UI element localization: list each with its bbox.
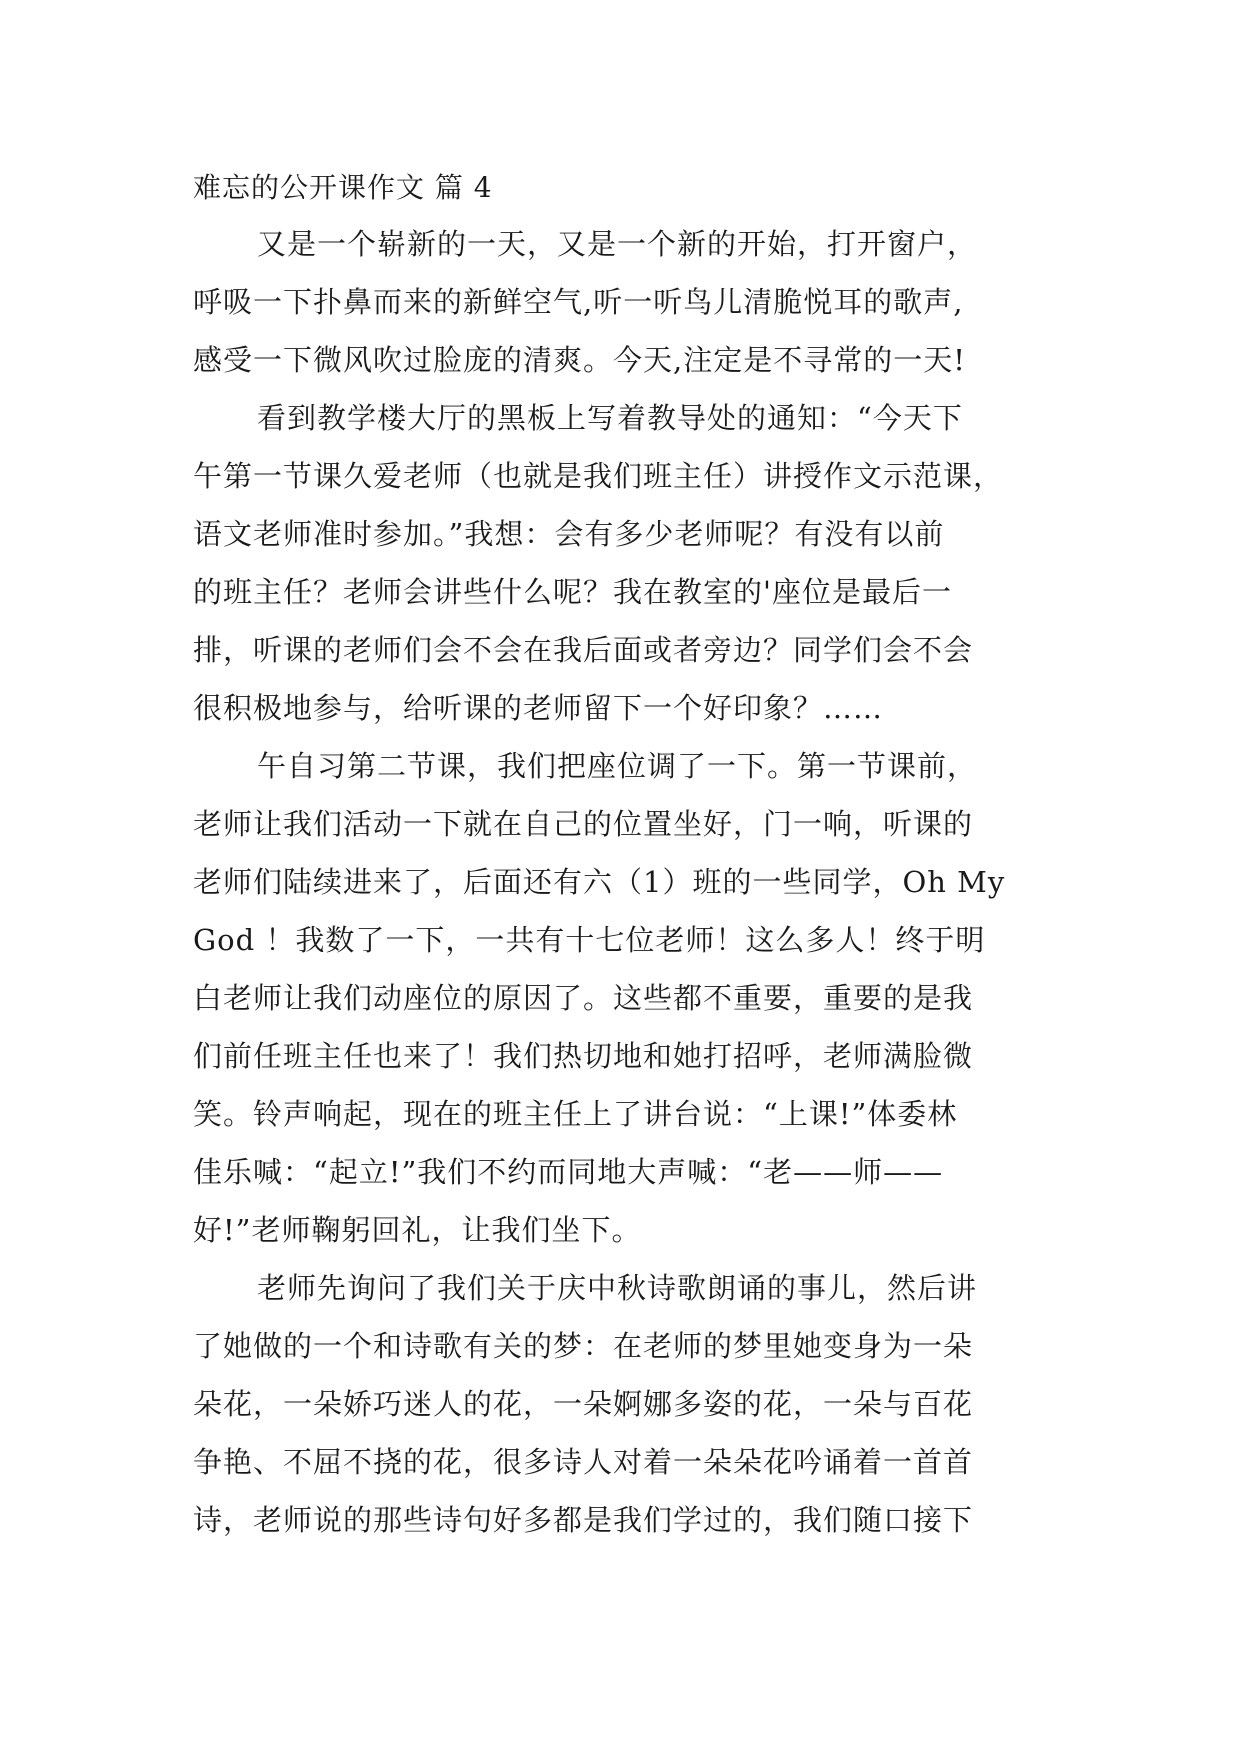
- text-line: 的班主任？老师会讲些什么呢？我在教室的'座位是最后一: [193, 575, 952, 609]
- text-line: 午自习第二节课，我们把座位调了一下。第一节课前，: [257, 749, 978, 783]
- text-line: 争艳、不屈不挠的花，很多诗人对着一朵朵花吟诵着一首首: [193, 1445, 974, 1479]
- text-line: God ！我数了一下，一共有十七位老师！这么多人！终于明: [193, 923, 986, 957]
- text-line: 笑。铃声响起，现在的班主任上了讲台说：“上课!”体委林: [193, 1097, 958, 1131]
- text-line: 老师让我们活动一下就在自己的位置坐好，门一响，听课的: [193, 807, 974, 841]
- text-line: 老师先询问了我们关于庆中秋诗歌朗诵的事儿，然后讲: [257, 1271, 978, 1305]
- text-line: 白老师让我们动座位的原因了。这些都不重要，重要的是我: [193, 981, 974, 1015]
- text-line: 很积极地参与，给听课的老师留下一个好印象？……: [193, 691, 884, 725]
- text-line: 又是一个崭新的一天，又是一个新的开始，打开窗户，: [257, 227, 978, 261]
- text-line: 佳乐喊：“起立!”我们不约而同地大声喊：“老——师——: [193, 1155, 944, 1189]
- text-line: 语文老师准时参加。”我想：会有多少老师呢？有没有以前: [193, 517, 945, 551]
- text-line: 朵花，一朵娇巧迷人的花，一朵婀娜多姿的花，一朵与百花: [193, 1387, 974, 1421]
- document-title: 难忘的公开课作文 篇 4: [193, 171, 493, 204]
- text-line: 们前任班主任也来了！我们热切地和她打招呼，老师满脸微: [193, 1039, 974, 1073]
- text-line: 了她做的一个和诗歌有关的梦：在老师的梦里她变身为一朵: [193, 1329, 974, 1363]
- text-line: 老师们陆续进来了，后面还有六（1）班的一些同学，Oh My: [193, 865, 1006, 899]
- text-line: 感受一下微风吹过脸庞的清爽。今天,注定是不寻常的一天!: [193, 343, 966, 377]
- text-line: 午第一节课久爱老师（也就是我们班主任）讲授作文示范课，: [193, 459, 1004, 493]
- text-line: 呼吸一下扑鼻而来的新鲜空气,听一听鸟儿清脆悦耳的歌声,: [193, 285, 964, 319]
- text-line: 好!”老师鞠躬回礼，让我们坐下。: [193, 1213, 642, 1247]
- text-line: 排，听课的老师们会不会在我后面或者旁边？同学们会不会: [193, 633, 974, 667]
- text-line: 看到教学楼大厅的黑板上写着教导处的通知：“今天下: [257, 401, 963, 435]
- text-line: 诗，老师说的那些诗句好多都是我们学过的，我们随口接下: [193, 1503, 974, 1537]
